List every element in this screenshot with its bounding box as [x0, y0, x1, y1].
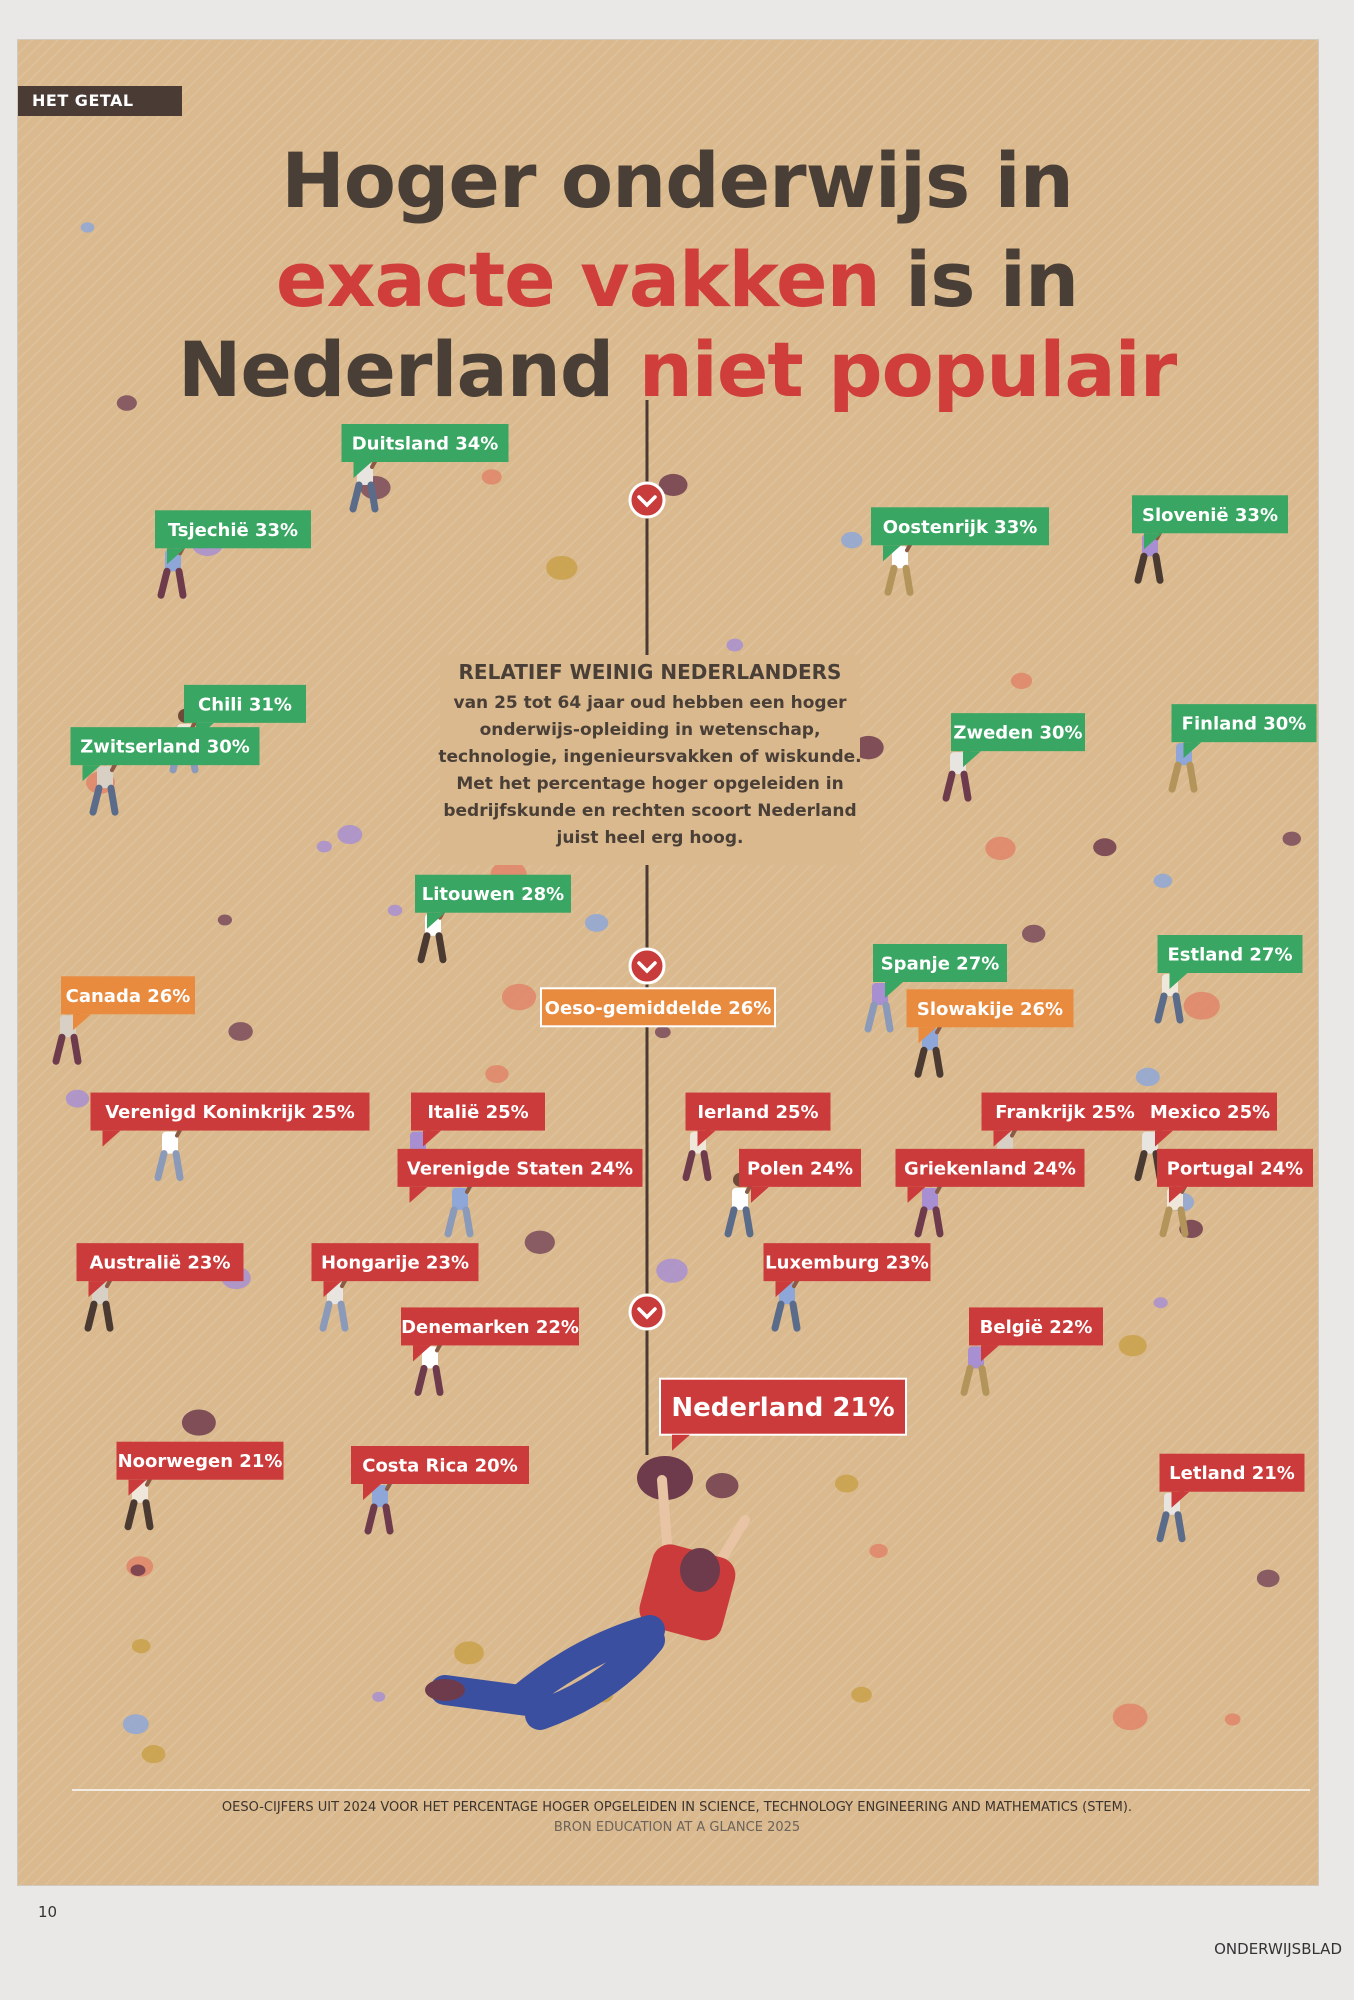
title-part: Hoger onderwijs in [281, 136, 1073, 225]
climbing-hold [1113, 1704, 1148, 1731]
data-label: Ierland 25% [697, 1102, 819, 1124]
data-label: Polen 24% [746, 1158, 854, 1180]
climbing-hold [131, 1564, 146, 1575]
data-point-luxemburg [764, 1243, 931, 1328]
rope-clip-icon [630, 1295, 664, 1329]
label-pointer [1155, 1131, 1173, 1147]
section-tag: HET GETAL [18, 86, 182, 116]
label-pointer [410, 1187, 428, 1203]
climbing-hold [1283, 832, 1301, 846]
data-label: Noorwegen 21% [117, 1451, 283, 1473]
intro-body: van 25 tot 64 jaar oud hebben een hoger onderwijs-opleiding in wetenschap, technologie, ingenieursvakken of wiskunde. Met het percentage hoger opgeleiden in bedrijfskunde en rechten scoort Nederland juist heel erg hoog. [438, 693, 862, 848]
climbing-hold [835, 1475, 858, 1493]
data-label: Frankrijk 25% [995, 1102, 1135, 1124]
title-part: Nederland [177, 325, 639, 414]
data-point-finland [1172, 704, 1317, 789]
data-point-litouwen [415, 875, 571, 960]
label-pointer [981, 1345, 999, 1361]
climbing-hold [869, 1544, 887, 1558]
title-part: niet populair [638, 325, 1177, 414]
data-point-oostenrijk [871, 507, 1049, 592]
data-label: Canada 26% [65, 985, 191, 1007]
data-label: Spanje 27% [880, 953, 1000, 975]
climbing-hold [132, 1639, 151, 1653]
climbing-hold [1184, 992, 1220, 1020]
data-label: Letland 21% [1169, 1463, 1295, 1485]
climbing-hold [1011, 673, 1032, 689]
rope-clip-icon [630, 949, 664, 983]
data-point-griekenland [896, 1149, 1085, 1234]
data-label: Denemarken 22% [401, 1316, 579, 1338]
page-number: 10 [38, 1903, 58, 1921]
label-pointer [885, 982, 903, 998]
data-point-noorwegen [117, 1442, 284, 1527]
data-point-australi- [77, 1243, 244, 1328]
climbing-hold [726, 639, 743, 652]
climbing-hold [454, 1641, 484, 1664]
climbing-hold [851, 1687, 872, 1703]
climbing-hold [546, 556, 577, 580]
data-point-nederland [660, 1379, 906, 1451]
title-part: exacte vakken [275, 235, 880, 324]
data-label: Tsjechië 33% [167, 519, 299, 541]
data-label: Luxemburg 23% [765, 1252, 929, 1274]
climbing-hold [485, 1065, 508, 1083]
data-label: Mexico 25% [1149, 1102, 1271, 1124]
climbing-hold [1119, 1335, 1147, 1357]
data-label: Litouwen 28% [421, 884, 565, 906]
data-point-belgi- [964, 1307, 1103, 1392]
climbing-hold [706, 1473, 739, 1498]
data-label: Italië 25% [427, 1102, 529, 1124]
rope-clip-icon [630, 483, 664, 517]
climbing-hold [1093, 838, 1116, 856]
climbing-hold [142, 1745, 166, 1763]
data-point-denemarken [401, 1307, 579, 1392]
data-point-letland [1160, 1454, 1305, 1539]
data-label: Zwitserland 30% [80, 736, 250, 758]
data-label: Griekenland 24% [904, 1158, 1076, 1180]
climbing-hold [841, 532, 862, 548]
data-label: Portugal 24% [1166, 1158, 1304, 1180]
footer-divider [72, 1789, 1310, 1791]
title-part: is in [879, 235, 1079, 324]
data-point-costa-rica [351, 1446, 529, 1531]
data-point-verenigd-koninkrijk [91, 1093, 370, 1178]
climbing-hold [66, 1090, 89, 1108]
label-pointer [1184, 742, 1202, 758]
intro-heading: RELATIEF WEINIG NEDERLANDERS [458, 660, 842, 684]
data-point-slowakije [907, 989, 1074, 1074]
climbing-hold [228, 1022, 252, 1041]
data-label: Verenigd Koninkrijk 25% [105, 1102, 355, 1124]
climbing-hold [1136, 1068, 1160, 1086]
climbing-hold [123, 1714, 149, 1734]
climbing-hold [985, 837, 1015, 860]
label-pointer [103, 1131, 121, 1147]
data-point-tsjechi- [155, 510, 311, 595]
climbing-hold [525, 1231, 555, 1254]
data-point-estland [1158, 935, 1303, 1020]
hanging-climber-figure [425, 1456, 745, 1715]
data-label: Finland 30% [1181, 713, 1307, 735]
climbing-hold [585, 914, 608, 932]
footer-source-line-2: BRON EDUCATION AT A GLANCE 2025 [553, 1820, 801, 1835]
data-label: Hongarije 23% [320, 1252, 470, 1274]
climbing-hold [502, 984, 536, 1010]
label-pointer [751, 1187, 769, 1203]
data-point-portugal [1157, 1149, 1313, 1234]
climbing-hold [1225, 1713, 1241, 1725]
climbing-hold [1154, 1297, 1168, 1308]
label-pointer [1170, 973, 1188, 989]
label-pointer [963, 751, 981, 767]
data-point-verenigde-staten [398, 1149, 643, 1234]
climbing-hold [81, 222, 94, 232]
label-pointer [73, 1014, 91, 1030]
footer-source-line-1: OESO-CIJFERS UIT 2024 VOOR HET PERCENTAGE HOGER OPGELEIDEN IN SCIENCE, TECHNOLOGY ENGINEERING AND MATHEMATICS (STEM). [221, 1800, 1133, 1815]
label-pointer [672, 1435, 690, 1451]
data-label: Australië 23% [89, 1252, 231, 1274]
data-label: Slowakije 26% [916, 998, 1064, 1020]
label-pointer [423, 1131, 441, 1147]
climbing-hold [655, 1026, 671, 1038]
data-label: Estland 27% [1167, 944, 1293, 966]
data-label: België 22% [979, 1316, 1093, 1338]
data-label: Slovenië 33% [1142, 504, 1278, 526]
data-label: Costa Rica 20% [362, 1455, 518, 1477]
climbing-hold [372, 1692, 385, 1702]
label-pointer [1172, 1492, 1190, 1508]
data-point-sloveni- [1132, 495, 1288, 580]
climbing-hold [1154, 874, 1173, 888]
climbing-hold [1257, 1570, 1280, 1587]
climbing-hold [117, 395, 137, 410]
data-label: Duitsland 34% [351, 433, 499, 455]
climbing-hold [317, 841, 332, 853]
data-point-oeso-gemiddelde [541, 988, 775, 1026]
label-pointer [698, 1131, 716, 1147]
data-label: Zweden 30% [953, 722, 1083, 744]
data-label: Nederland 21% [671, 1393, 895, 1424]
publication-name: ONDERWIJSBLAD [1214, 1940, 1342, 1958]
data-point-polen [728, 1149, 861, 1234]
climbing-hold [482, 469, 502, 484]
data-point-zwitserland [71, 727, 260, 812]
data-label: Oeso-gemiddelde 26% [544, 997, 772, 1019]
intro-text [430, 660, 870, 852]
data-point-zweden [946, 713, 1085, 798]
data-label: Chili 31% [198, 694, 292, 716]
climbing-hold [656, 1259, 687, 1283]
data-point-canada [56, 976, 195, 1061]
climbing-hold [388, 905, 402, 916]
climbing-hold [218, 914, 232, 925]
climbing-hold [182, 1410, 216, 1436]
climbing-hold [337, 825, 362, 844]
data-label: Verenigde Staten 24% [406, 1158, 634, 1180]
data-label: Oostenrijk 33% [882, 516, 1038, 538]
climbing-hold [1022, 925, 1045, 943]
